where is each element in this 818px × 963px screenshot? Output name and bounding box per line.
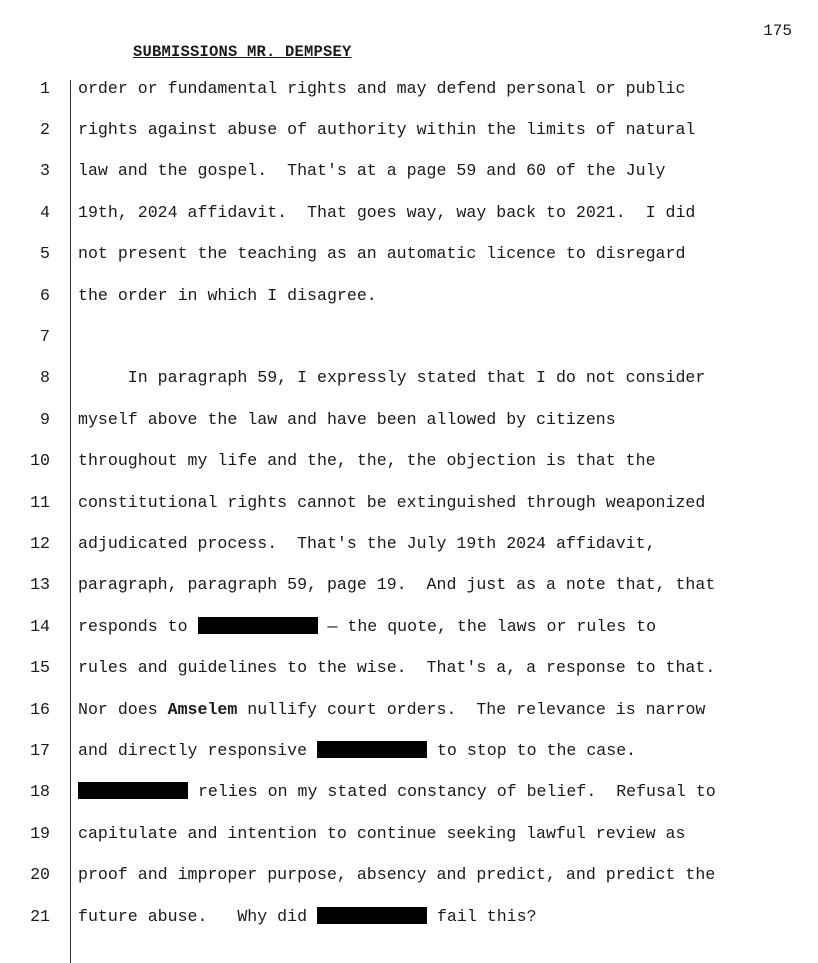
text-run: rules and guidelines to the wise. That's a, a response to that. bbox=[78, 658, 716, 678]
line-text bbox=[78, 606, 656, 647]
line-text bbox=[78, 192, 695, 233]
text-run: the order in which I disagree. bbox=[78, 285, 377, 305]
line-text bbox=[78, 109, 695, 150]
text-run: law and the gospel. That's at a page 59 and 60 of the July bbox=[78, 161, 666, 181]
line-text bbox=[78, 689, 705, 730]
line-number: 10 bbox=[30, 451, 50, 471]
line-text bbox=[78, 275, 377, 316]
transcript-line bbox=[0, 150, 818, 191]
line-text bbox=[78, 813, 685, 854]
line-number: 9 bbox=[40, 409, 50, 429]
text-run: proof and improper purpose, absency and predict, and predict the bbox=[78, 865, 716, 885]
text-run: and directly responsive bbox=[78, 740, 317, 760]
line-text bbox=[78, 647, 715, 688]
transcript-line bbox=[0, 357, 818, 398]
text-run: to stop to the case. bbox=[427, 740, 637, 760]
line-text bbox=[78, 150, 666, 191]
redaction-box bbox=[317, 741, 427, 758]
case-name: Amselem bbox=[167, 699, 238, 719]
line-number: 19 bbox=[30, 823, 50, 843]
transcript-line bbox=[0, 523, 818, 564]
transcript-line bbox=[0, 275, 818, 316]
text-run: throughout my life and the, the, the objection is that the bbox=[78, 451, 656, 471]
page-number: 175 bbox=[763, 22, 792, 40]
line-number: 21 bbox=[30, 906, 50, 926]
line-text bbox=[78, 68, 685, 109]
line-number: 8 bbox=[40, 368, 50, 388]
text-run: paragraph, paragraph 59, page 19. And just as a note that, that bbox=[78, 575, 716, 595]
line-number: 6 bbox=[40, 285, 50, 305]
line-text bbox=[78, 896, 537, 937]
line-text bbox=[78, 854, 715, 895]
text-run: adjudicated process. That's the July 19th 2024 affidavit, bbox=[78, 533, 656, 553]
line-number: 13 bbox=[30, 575, 50, 595]
line-number: 14 bbox=[30, 616, 50, 636]
line-text bbox=[78, 399, 616, 440]
text-run: responds to bbox=[78, 616, 198, 636]
text-run: constitutional rights cannot be extinguished through weaponized bbox=[78, 492, 706, 512]
line-text bbox=[78, 357, 705, 398]
transcript-line bbox=[0, 440, 818, 481]
text-run: In paragraph 59, I expressly stated that I do not consider bbox=[78, 368, 706, 388]
line-number: 18 bbox=[30, 782, 50, 802]
transcript-line bbox=[0, 896, 818, 937]
redaction-box bbox=[198, 617, 318, 634]
transcript-line bbox=[0, 771, 818, 812]
transcript-line bbox=[0, 647, 818, 688]
line-text bbox=[78, 233, 685, 274]
line-text bbox=[78, 730, 636, 771]
transcript-line bbox=[0, 689, 818, 730]
text-run: not present the teaching as an automatic licence to disregard bbox=[78, 244, 686, 264]
line-text bbox=[78, 482, 705, 523]
text-run: 19th, 2024 affidavit. That goes way, way back to 2021. I did bbox=[78, 202, 696, 222]
line-number: 3 bbox=[40, 161, 50, 181]
transcript-line bbox=[0, 606, 818, 647]
section-header: SUBMISSIONS MR. DEMPSEY bbox=[133, 43, 352, 61]
text-run: myself above the law and have been allowed by citizens bbox=[78, 409, 616, 429]
line-number: 2 bbox=[40, 119, 50, 139]
line-number: 17 bbox=[30, 740, 50, 760]
text-run: fail this? bbox=[427, 906, 537, 926]
line-text bbox=[78, 440, 656, 481]
transcript-line bbox=[0, 316, 818, 357]
transcript-line bbox=[0, 399, 818, 440]
line-number: 4 bbox=[40, 202, 50, 222]
text-run: rights against abuse of authority within the limits of natural bbox=[78, 119, 696, 139]
transcript-line bbox=[0, 854, 818, 895]
transcript-line bbox=[0, 730, 818, 771]
text-run: relies on my stated constancy of belief. Refusal to bbox=[188, 782, 716, 802]
transcript-line bbox=[0, 482, 818, 523]
line-number: 16 bbox=[30, 699, 50, 719]
line-number: 15 bbox=[30, 658, 50, 678]
text-run: order or fundamental rights and may defend personal or public bbox=[78, 78, 686, 98]
transcript-line bbox=[0, 192, 818, 233]
transcript-line bbox=[0, 233, 818, 274]
text-run: Nor does bbox=[78, 699, 168, 719]
line-number: 20 bbox=[30, 865, 50, 885]
line-text bbox=[78, 523, 656, 564]
transcript-line bbox=[0, 564, 818, 605]
line-text bbox=[78, 564, 715, 605]
line-number: 7 bbox=[40, 326, 50, 346]
transcript-line bbox=[0, 68, 818, 109]
line-number: 12 bbox=[30, 533, 50, 553]
text-run: — the quote, the laws or rules to bbox=[317, 616, 657, 636]
transcript-line bbox=[0, 813, 818, 854]
redaction-box bbox=[317, 907, 427, 924]
line-number: 11 bbox=[30, 492, 50, 512]
text-run: future abuse. Why did bbox=[78, 906, 317, 926]
line-text bbox=[78, 771, 716, 812]
line-number: 5 bbox=[40, 244, 50, 264]
text-run: nullify court orders. The relevance is narrow bbox=[237, 699, 706, 719]
redaction-box bbox=[78, 782, 188, 799]
line-number: 1 bbox=[40, 78, 50, 98]
text-run: capitulate and intention to continue seeking lawful review as bbox=[78, 823, 686, 843]
transcript-line bbox=[0, 109, 818, 150]
